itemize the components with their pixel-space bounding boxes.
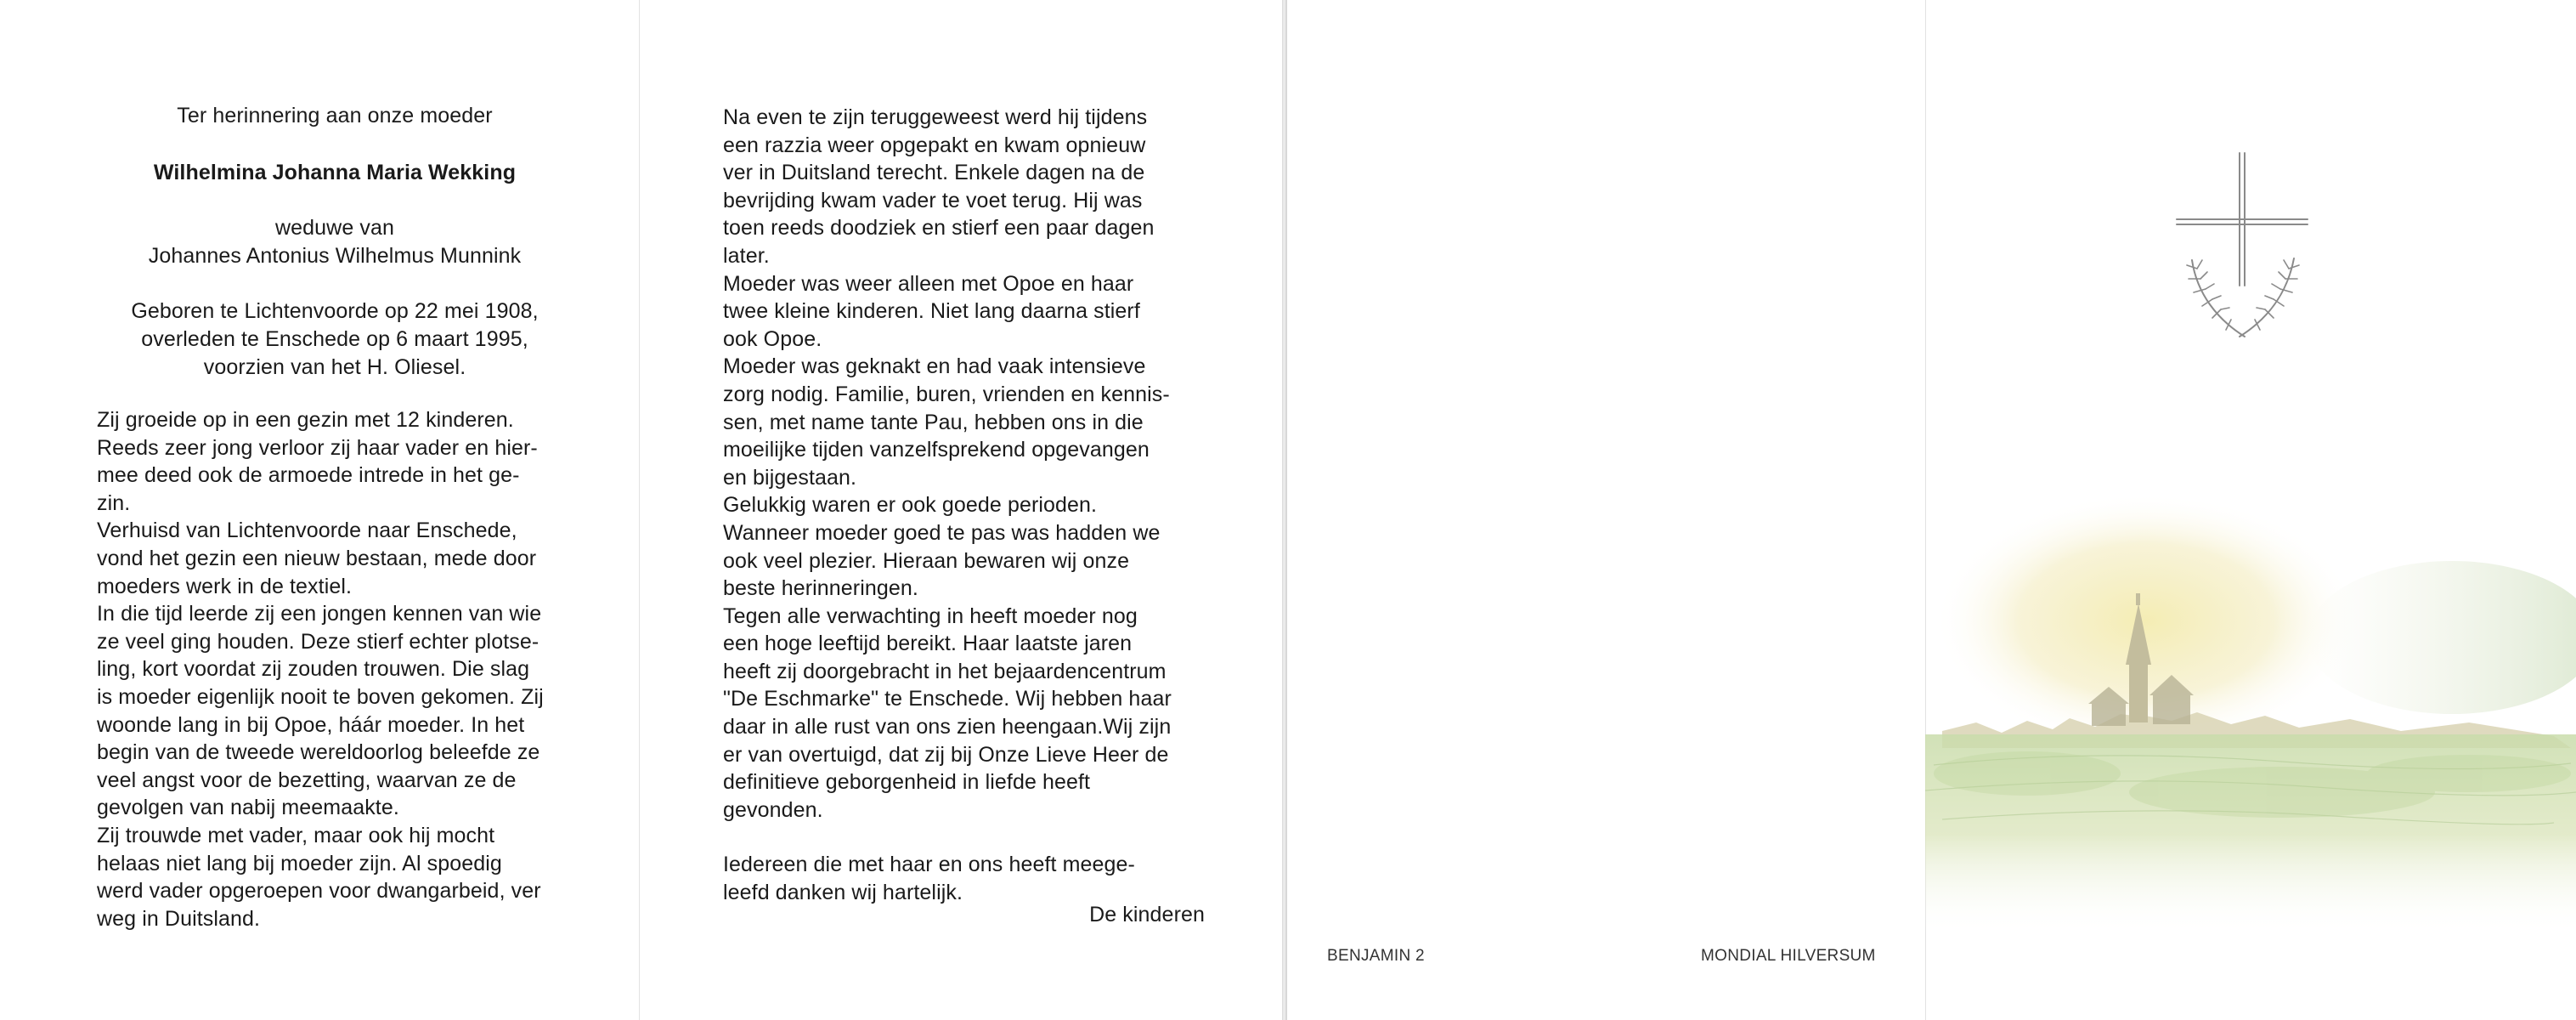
death-line: overleden te Enschede op 6 maart 1995, [141, 326, 528, 351]
story-line: vond het gezin een nieuw bestaan, mede door [97, 546, 537, 570]
story-line: ook veel plezier. Hieraan bewaren wij onze [723, 548, 1130, 573]
story-line: definitieve geborgenheid in liefde heeft [723, 770, 1091, 795]
husband-name: Johannes Antonius Wilhelmus Munnink [148, 243, 522, 268]
story-line: ver in Duitsland terecht. Enkele dagen na de [723, 161, 1145, 185]
story-line: een hoge leeftijd bereikt. Haar laatste jaren [723, 632, 1133, 656]
memorial-heading: Ter herinnering aan onze moeder [177, 104, 493, 128]
story-line: moeilijke tijden vanzelfsprekend opgevangen [723, 438, 1150, 462]
story-line: en bijgestaan. [723, 465, 857, 490]
story-line: ling, kort voordat zij zouden trouwen. Die slag [97, 657, 530, 682]
cross-with-palms-icon [2166, 150, 2319, 354]
sacrament-line: voorzien van het H. Oliesel. [203, 354, 466, 379]
story-line: twee kleine kinderen. Niet lang daarna stierf [723, 299, 1140, 324]
story-line: is moeder eigenlijk nooit te boven gekomen. Zij [97, 684, 544, 709]
story-line: In die tijd leerde zij een jongen kennen van wie [97, 602, 542, 626]
story-line: daar in alle rust van ons zien heengaan.Wij zijn [723, 715, 1172, 740]
story-line: een razzia weer opgepakt en kwam opnieuw [723, 133, 1146, 157]
closing-line: Iedereen die met haar en ons heeft meege- [723, 853, 1135, 877]
village-landscape-illustration [1925, 493, 2576, 935]
card-spine [1282, 0, 1287, 1020]
story-line: gevonden. [723, 797, 823, 822]
story-line: Moeder was weer alleen met Opoe en haar [723, 271, 1134, 296]
life-story-part-1 [97, 406, 595, 932]
story-line: ze veel ging houden. Deze stierf echter plotse- [97, 629, 539, 654]
story-line: er van overtuigd, dat zij bij Onze Lieve Heer de [723, 742, 1169, 767]
story-line: toen reeds doodziek en stierf een paar dagen [723, 216, 1155, 241]
story-line: "De Eschmarke" te Enschede. Wij hebben haar [723, 687, 1172, 711]
story-line: begin van de tweede wereldoorlog beleefde ze [97, 740, 540, 765]
widow-label: weduwe van [275, 216, 394, 241]
story-line: werd vader opgeroepen voor dwangarbeid, ver [97, 879, 541, 904]
story-line: moeders werk in de textiel. [97, 574, 353, 598]
story-line: Verhuisd van Lichtenvoorde naar Enschede, [97, 518, 517, 543]
story-line: Gelukkig waren er ook goede perioden. [723, 493, 1098, 518]
story-line: Tegen alle verwachting in heeft moeder nog [723, 604, 1138, 628]
life-story-part-2 [723, 104, 1233, 907]
signature: De kinderen [1089, 903, 1205, 926]
story-line: zin. [97, 490, 131, 515]
story-line: Na even te zijn teruggeweest werd hij tijdens [723, 105, 1148, 129]
story-line: heeft zij doorgebracht in het bejaardencentrum [723, 659, 1167, 683]
story-line: Wanneer moeder goed te pas was hadden we [723, 520, 1161, 545]
back-cover-panel [1285, 0, 1925, 1020]
fold-line [639, 0, 640, 1020]
card-model-label: BENJAMIN 2 [1327, 947, 1425, 965]
story-line: Reeds zeer jong verloor zij haar vader en hier- [97, 435, 538, 460]
story-line: beste herinneringen. [723, 576, 918, 601]
story-line: sen, met name tante Pau, hebben ons in die [723, 410, 1144, 434]
publisher-label: MONDIAL HILVERSUM [1701, 947, 1876, 965]
story-line: later. [723, 243, 770, 268]
story-line: Moeder was geknakt en had vaak intensieve [723, 354, 1146, 379]
closing-line: leefd danken wij hartelijk. [723, 881, 963, 905]
story-line: weg in Duitsland. [97, 906, 261, 931]
story-line: mee deed ook de armoede intrede in het ge- [97, 463, 520, 488]
memorial-heading-block [80, 102, 590, 381]
story-line: Zij trouwde met vader, maar ook hij mocht [97, 823, 495, 847]
story-line: bevrijding kwam vader te voet terug. Hij was [723, 188, 1143, 212]
story-line: veel angst voor de bezetting, waarvan ze de [97, 768, 517, 792]
story-line: zorg nodig. Familie, buren, vrienden en kennis- [723, 382, 1170, 406]
story-line: helaas niet lang bij moeder zijn. Al spoedig [97, 851, 502, 876]
story-line: Zij groeide op in een gezin met 12 kinderen. [97, 408, 514, 432]
deceased-name: Wilhelmina Johanna Maria Wekking [153, 160, 517, 184]
story-line: woonde lang in bij Opoe, háár moeder. In het [97, 712, 525, 737]
story-line: gevolgen van nabij meemaakte. [97, 796, 399, 820]
birth-line: Geboren te Lichtenvoorde op 22 mei 1908, [131, 299, 539, 324]
story-line: ook Opoe. [723, 326, 822, 351]
